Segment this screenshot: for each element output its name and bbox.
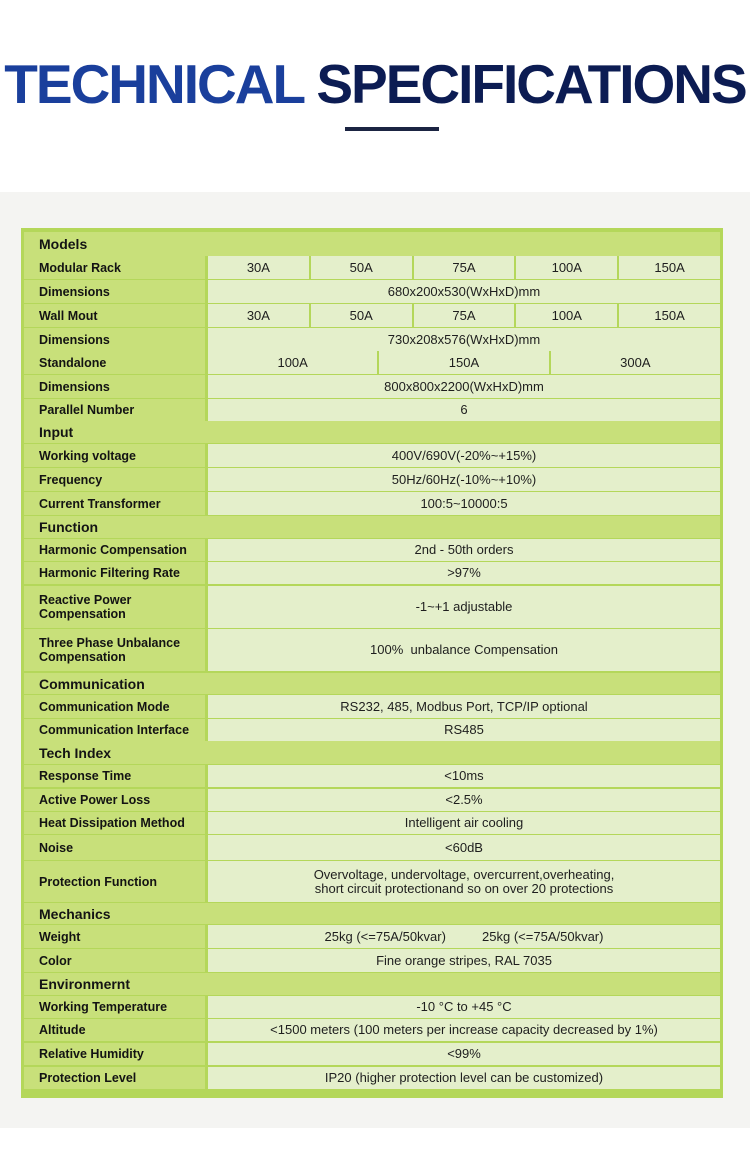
spec-label: Heat Dissipation Method	[24, 812, 205, 834]
spec-value: RS485	[208, 719, 720, 741]
spec-value: Fine orange stripes, RAL 7035	[208, 949, 720, 972]
spec-value: <10ms	[208, 765, 720, 787]
spec-value: -10 °C to +45 °C	[208, 996, 720, 1018]
spec-value: 150A	[619, 304, 720, 327]
spec-row	[24, 789, 720, 811]
spec-row	[24, 629, 720, 671]
spec-row	[24, 280, 720, 303]
section-title: Environmernt	[24, 973, 720, 995]
spec-row	[24, 444, 720, 467]
spec-row	[24, 925, 720, 948]
spec-value: 30A	[208, 256, 309, 279]
spec-label: Relative Humidity	[24, 1043, 205, 1065]
spec-value: 100% unbalance Compensation	[208, 629, 720, 671]
section-header	[24, 232, 720, 256]
spec-label: Working voltage	[24, 444, 205, 467]
spec-row	[24, 539, 720, 561]
section-title: Tech Index	[24, 741, 720, 764]
spec-value: <99%	[208, 1043, 720, 1065]
spec-value: 800x800x2200(WxHxD)mm	[208, 375, 720, 398]
section-header	[24, 973, 720, 995]
spec-value: 400V/690V(-20%~+15%)	[208, 444, 720, 467]
spec-label: Communication Mode	[24, 695, 205, 718]
spec-value: >97%	[208, 562, 720, 584]
section-header	[24, 741, 720, 764]
spec-value: 75A	[414, 304, 515, 327]
spec-row	[24, 468, 720, 491]
spec-value: <1500 meters (100 meters per increase capacity decreased by 1%)	[208, 1019, 720, 1041]
section-title: Mechanics	[24, 903, 720, 924]
spec-value: 730x208x576(WxHxD)mm	[208, 328, 720, 351]
spec-row	[24, 695, 720, 718]
spec-label: Active Power Loss	[24, 789, 205, 811]
spec-value: 6	[208, 399, 720, 421]
spec-label: Standalone	[24, 351, 205, 374]
spec-row	[24, 1019, 720, 1041]
spec-value: <2.5%	[208, 789, 720, 811]
section-header	[24, 516, 720, 538]
spec-row	[24, 586, 720, 628]
spec-row	[24, 835, 720, 860]
spec-row	[24, 328, 720, 351]
spec-row	[24, 304, 720, 327]
spec-value: -1~+1 adjustable	[208, 586, 720, 628]
spec-row	[24, 949, 720, 972]
spec-value: 50A	[311, 256, 412, 279]
spec-value: 100A	[208, 351, 377, 374]
spec-row	[24, 492, 720, 515]
spec-row	[24, 719, 720, 741]
title-word-technical: TECHNICAL	[4, 53, 304, 115]
section-title: Models	[24, 232, 720, 256]
spec-value: 75A	[414, 256, 515, 279]
spec-value: 25kg (<=75A/50kvar) 25kg (<=75A/50kvar)	[208, 925, 720, 948]
section-title: Input	[24, 421, 720, 443]
spec-value: Intelligent air cooling	[208, 812, 720, 834]
spec-row	[24, 256, 720, 279]
spec-value: 100A	[516, 256, 617, 279]
spec-value: 50Hz/60Hz(-10%~+10%)	[208, 468, 720, 491]
spec-row	[24, 375, 720, 398]
spec-value: <60dB	[208, 835, 720, 860]
spec-row	[24, 765, 720, 787]
spec-label: Dimensions	[24, 280, 205, 303]
spec-value: 50A	[311, 304, 412, 327]
spec-label: Wall Mout	[24, 304, 205, 327]
spec-row	[24, 1067, 720, 1089]
section-title: Function	[24, 516, 720, 538]
spec-label: Dimensions	[24, 375, 205, 398]
spec-value: 300A	[551, 351, 720, 374]
spec-label: Dimensions	[24, 328, 205, 351]
title-word-specifications: SPECIFICATIONS	[316, 53, 746, 115]
spec-row	[24, 861, 720, 902]
spec-label: Altitude	[24, 1019, 205, 1041]
spec-row	[24, 562, 720, 584]
title-underline	[345, 127, 439, 131]
spec-row	[24, 1043, 720, 1065]
spec-label: Harmonic Filtering Rate	[24, 562, 205, 584]
spec-label: Three Phase Unbalance Compensation	[24, 629, 205, 671]
spec-value: 100A	[516, 304, 617, 327]
section-header	[24, 421, 720, 443]
spec-value: Overvoltage, undervoltage, overcurrent,overheating, short circuit protectionand so on over 20 protections	[208, 861, 720, 902]
spec-row	[24, 351, 720, 374]
spec-label: Noise	[24, 835, 205, 860]
spec-value: 150A	[619, 256, 720, 279]
spec-value: IP20 (higher protection level can be customized)	[208, 1067, 720, 1089]
spec-label: Current Transformer	[24, 492, 205, 515]
spec-label: Response Time	[24, 765, 205, 787]
spec-label: Reactive Power Compensation	[24, 586, 205, 628]
spec-label: Protection Function	[24, 861, 205, 902]
spec-value: 100:5~10000:5	[208, 492, 720, 515]
spec-label: Working Temperature	[24, 996, 205, 1018]
spec-value: 30A	[208, 304, 309, 327]
spec-row	[24, 399, 720, 421]
spec-value: 150A	[379, 351, 548, 374]
spec-row	[24, 996, 720, 1018]
spec-label: Modular Rack	[24, 256, 205, 279]
spec-value: 2nd - 50th orders	[208, 539, 720, 561]
section-header	[24, 903, 720, 924]
section-title: Communication	[24, 673, 720, 694]
spec-label: Harmonic Compensation	[24, 539, 205, 561]
spec-label: Weight	[24, 925, 205, 948]
spec-label: Color	[24, 949, 205, 972]
page-title	[0, 52, 750, 116]
spec-row	[24, 812, 720, 834]
spec-label: Protection Level	[24, 1067, 205, 1089]
spec-value: 680x200x530(WxHxD)mm	[208, 280, 720, 303]
section-header	[24, 673, 720, 694]
spec-label: Parallel Number	[24, 399, 205, 421]
spec-value: RS232, 485, Modbus Port, TCP/IP optional	[208, 695, 720, 718]
spec-label: Communication Interface	[24, 719, 205, 741]
spec-label: Frequency	[24, 468, 205, 491]
